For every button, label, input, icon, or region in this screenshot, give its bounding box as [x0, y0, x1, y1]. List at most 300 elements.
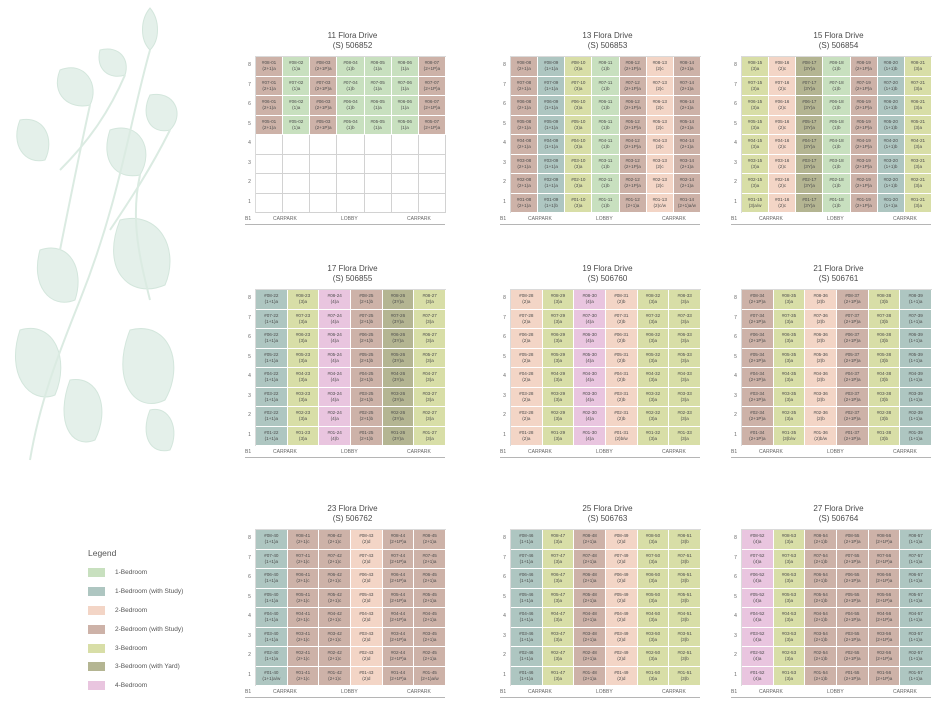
unit-cell[interactable]	[351, 388, 383, 408]
unit-cell[interactable]	[288, 628, 320, 648]
unit-cell[interactable]	[905, 155, 932, 175]
unit-cell[interactable]	[256, 647, 288, 667]
unit-cell[interactable]	[647, 116, 674, 136]
unit-cell[interactable]	[383, 310, 415, 330]
unit-cell[interactable]	[869, 628, 901, 648]
unit-cell[interactable]	[774, 550, 806, 570]
unit-cell[interactable]	[796, 135, 823, 155]
unit-cell[interactable]	[837, 569, 869, 589]
unit-cell[interactable]	[769, 57, 796, 77]
unit-cell[interactable]	[283, 96, 310, 116]
unit-cell[interactable]	[837, 290, 869, 310]
unit-cell[interactable]	[869, 329, 901, 349]
unit-cell[interactable]	[383, 388, 415, 408]
unit-cell[interactable]	[851, 96, 878, 116]
unit-cell[interactable]	[851, 155, 878, 175]
unit-cell[interactable]	[288, 329, 320, 349]
unit-cell[interactable]	[774, 427, 806, 447]
unit-cell[interactable]	[283, 116, 310, 136]
unit-cell[interactable]	[288, 647, 320, 667]
unit-cell[interactable]	[365, 96, 392, 116]
unit-cell[interactable]	[538, 77, 565, 97]
unit-cell[interactable]	[742, 310, 774, 330]
unit-cell[interactable]	[392, 116, 419, 136]
unit-cell[interactable]	[288, 427, 320, 447]
unit-cell[interactable]	[351, 407, 383, 427]
unit-cell[interactable]	[256, 667, 288, 687]
unit-cell[interactable]	[878, 135, 905, 155]
unit-cell[interactable]	[383, 290, 415, 310]
unit-cell[interactable]	[674, 77, 701, 97]
unit-cell[interactable]	[383, 589, 415, 609]
unit-cell[interactable]	[769, 77, 796, 97]
unit-cell[interactable]	[805, 647, 837, 667]
unit-cell[interactable]	[383, 628, 415, 648]
unit-cell[interactable]	[900, 368, 932, 388]
unit-cell[interactable]	[565, 57, 592, 77]
unit-cell[interactable]	[351, 427, 383, 447]
unit-cell[interactable]	[351, 667, 383, 687]
unit-cell[interactable]	[796, 77, 823, 97]
unit-cell[interactable]	[837, 647, 869, 667]
unit-cell[interactable]	[900, 310, 932, 330]
unit-cell[interactable]	[620, 155, 647, 175]
unit-cell[interactable]	[769, 96, 796, 116]
unit-cell[interactable]	[742, 667, 774, 687]
unit-cell[interactable]	[351, 290, 383, 310]
unit-cell[interactable]	[869, 368, 901, 388]
unit-cell[interactable]	[669, 667, 701, 687]
unit-cell[interactable]	[742, 368, 774, 388]
unit-cell[interactable]	[837, 667, 869, 687]
unit-cell[interactable]	[606, 407, 638, 427]
unit-cell[interactable]	[511, 368, 543, 388]
unit-cell[interactable]	[796, 116, 823, 136]
unit-cell[interactable]	[351, 550, 383, 570]
unit-cell[interactable]	[383, 569, 415, 589]
unit-cell[interactable]	[283, 77, 310, 97]
unit-cell[interactable]	[742, 194, 769, 214]
unit-cell[interactable]	[774, 290, 806, 310]
unit-cell[interactable]	[511, 155, 538, 175]
unit-cell[interactable]	[337, 116, 364, 136]
unit-cell[interactable]	[900, 407, 932, 427]
unit-cell[interactable]	[769, 155, 796, 175]
unit-cell[interactable]	[383, 407, 415, 427]
unit-cell[interactable]	[414, 349, 446, 369]
unit-cell[interactable]	[383, 368, 415, 388]
unit-cell[interactable]	[638, 569, 670, 589]
unit-cell[interactable]	[383, 647, 415, 667]
unit-cell[interactable]	[796, 194, 823, 214]
unit-cell[interactable]	[511, 310, 543, 330]
unit-cell[interactable]	[900, 349, 932, 369]
unit-cell[interactable]	[511, 290, 543, 310]
unit-cell[interactable]	[669, 628, 701, 648]
unit-cell[interactable]	[414, 667, 446, 687]
unit-cell[interactable]	[414, 569, 446, 589]
unit-cell[interactable]	[511, 608, 543, 628]
unit-cell[interactable]	[538, 96, 565, 116]
unit-cell[interactable]	[351, 569, 383, 589]
unit-cell[interactable]	[823, 77, 850, 97]
unit-cell[interactable]	[606, 349, 638, 369]
unit-cell[interactable]	[837, 589, 869, 609]
unit-cell[interactable]	[337, 57, 364, 77]
unit-cell[interactable]	[669, 349, 701, 369]
unit-cell[interactable]	[319, 388, 351, 408]
unit-cell[interactable]	[288, 368, 320, 388]
unit-cell[interactable]	[543, 368, 575, 388]
unit-cell[interactable]	[742, 407, 774, 427]
unit-cell[interactable]	[669, 388, 701, 408]
unit-cell[interactable]	[511, 647, 543, 667]
unit-cell[interactable]	[869, 310, 901, 330]
unit-cell[interactable]	[796, 155, 823, 175]
unit-cell[interactable]	[543, 608, 575, 628]
unit-cell[interactable]	[900, 530, 932, 550]
unit-cell[interactable]	[638, 550, 670, 570]
unit-cell[interactable]	[774, 530, 806, 550]
unit-cell[interactable]	[805, 349, 837, 369]
unit-cell[interactable]	[900, 388, 932, 408]
unit-cell[interactable]	[742, 530, 774, 550]
unit-cell[interactable]	[351, 628, 383, 648]
unit-cell[interactable]	[256, 329, 288, 349]
unit-cell[interactable]	[543, 667, 575, 687]
unit-cell[interactable]	[511, 96, 538, 116]
unit-cell[interactable]	[638, 290, 670, 310]
unit-cell[interactable]	[511, 550, 543, 570]
unit-cell[interactable]	[638, 427, 670, 447]
unit-cell[interactable]	[869, 530, 901, 550]
unit-cell[interactable]	[851, 135, 878, 155]
unit-cell[interactable]	[674, 194, 701, 214]
unit-cell[interactable]	[574, 589, 606, 609]
unit-cell[interactable]	[592, 155, 619, 175]
unit-cell[interactable]	[742, 96, 769, 116]
unit-cell[interactable]	[606, 310, 638, 330]
unit-cell[interactable]	[742, 57, 769, 77]
unit-cell[interactable]	[669, 290, 701, 310]
unit-cell[interactable]	[774, 329, 806, 349]
unit-cell[interactable]	[414, 388, 446, 408]
unit-cell[interactable]	[805, 530, 837, 550]
unit-cell[interactable]	[511, 77, 538, 97]
unit-cell[interactable]	[742, 628, 774, 648]
unit-cell[interactable]	[511, 388, 543, 408]
unit-cell[interactable]	[543, 310, 575, 330]
unit-cell[interactable]	[669, 569, 701, 589]
unit-cell[interactable]	[774, 349, 806, 369]
unit-cell[interactable]	[592, 96, 619, 116]
unit-cell[interactable]	[414, 368, 446, 388]
unit-cell[interactable]	[742, 427, 774, 447]
unit-cell[interactable]	[837, 368, 869, 388]
unit-cell[interactable]	[543, 628, 575, 648]
unit-cell[interactable]	[310, 116, 337, 136]
unit-cell[interactable]	[638, 608, 670, 628]
unit-cell[interactable]	[823, 116, 850, 136]
unit-cell[interactable]	[869, 550, 901, 570]
unit-cell[interactable]	[900, 329, 932, 349]
unit-cell[interactable]	[647, 135, 674, 155]
unit-cell[interactable]	[256, 57, 283, 77]
unit-cell[interactable]	[414, 427, 446, 447]
unit-cell[interactable]	[774, 589, 806, 609]
unit-cell[interactable]	[837, 349, 869, 369]
unit-cell[interactable]	[900, 550, 932, 570]
unit-cell[interactable]	[669, 550, 701, 570]
unit-cell[interactable]	[638, 310, 670, 330]
unit-cell[interactable]	[620, 194, 647, 214]
unit-cell[interactable]	[592, 116, 619, 136]
unit-cell[interactable]	[905, 174, 932, 194]
unit-cell[interactable]	[851, 116, 878, 136]
unit-cell[interactable]	[669, 407, 701, 427]
unit-cell[interactable]	[383, 427, 415, 447]
unit-cell[interactable]	[383, 667, 415, 687]
unit-cell[interactable]	[574, 407, 606, 427]
unit-cell[interactable]	[606, 290, 638, 310]
unit-cell[interactable]	[805, 427, 837, 447]
unit-cell[interactable]	[543, 589, 575, 609]
unit-cell[interactable]	[419, 77, 446, 97]
unit-cell[interactable]	[805, 388, 837, 408]
unit-cell[interactable]	[592, 57, 619, 77]
unit-cell[interactable]	[414, 550, 446, 570]
unit-cell[interactable]	[256, 96, 283, 116]
unit-cell[interactable]	[837, 427, 869, 447]
unit-cell[interactable]	[319, 427, 351, 447]
unit-cell[interactable]	[742, 116, 769, 136]
unit-cell[interactable]	[774, 368, 806, 388]
unit-cell[interactable]	[574, 310, 606, 330]
unit-cell[interactable]	[851, 174, 878, 194]
unit-cell[interactable]	[669, 647, 701, 667]
unit-cell[interactable]	[310, 57, 337, 77]
unit-cell[interactable]	[638, 589, 670, 609]
unit-cell[interactable]	[805, 290, 837, 310]
unit-cell[interactable]	[742, 329, 774, 349]
unit-cell[interactable]	[647, 57, 674, 77]
unit-cell[interactable]	[638, 349, 670, 369]
unit-cell[interactable]	[565, 77, 592, 97]
unit-cell[interactable]	[878, 57, 905, 77]
unit-cell[interactable]	[419, 116, 446, 136]
unit-cell[interactable]	[796, 174, 823, 194]
unit-cell[interactable]	[351, 368, 383, 388]
unit-cell[interactable]	[256, 569, 288, 589]
unit-cell[interactable]	[851, 77, 878, 97]
unit-cell[interactable]	[256, 368, 288, 388]
unit-cell[interactable]	[574, 608, 606, 628]
unit-cell[interactable]	[638, 368, 670, 388]
unit-cell[interactable]	[256, 530, 288, 550]
unit-cell[interactable]	[774, 667, 806, 687]
unit-cell[interactable]	[574, 569, 606, 589]
unit-cell[interactable]	[769, 174, 796, 194]
unit-cell[interactable]	[319, 647, 351, 667]
unit-cell[interactable]	[288, 349, 320, 369]
unit-cell[interactable]	[606, 329, 638, 349]
unit-cell[interactable]	[620, 77, 647, 97]
unit-cell[interactable]	[383, 530, 415, 550]
unit-cell[interactable]	[288, 310, 320, 330]
unit-cell[interactable]	[837, 530, 869, 550]
unit-cell[interactable]	[606, 388, 638, 408]
unit-cell[interactable]	[351, 349, 383, 369]
unit-cell[interactable]	[900, 628, 932, 648]
unit-cell[interactable]	[351, 608, 383, 628]
unit-cell[interactable]	[414, 407, 446, 427]
unit-cell[interactable]	[288, 569, 320, 589]
unit-cell[interactable]	[647, 194, 674, 214]
unit-cell[interactable]	[511, 57, 538, 77]
unit-cell[interactable]	[351, 530, 383, 550]
unit-cell[interactable]	[900, 290, 932, 310]
unit-cell[interactable]	[900, 647, 932, 667]
unit-cell[interactable]	[837, 310, 869, 330]
unit-cell[interactable]	[742, 77, 769, 97]
unit-cell[interactable]	[414, 647, 446, 667]
unit-cell[interactable]	[538, 135, 565, 155]
unit-cell[interactable]	[837, 550, 869, 570]
unit-cell[interactable]	[878, 116, 905, 136]
unit-cell[interactable]	[574, 427, 606, 447]
unit-cell[interactable]	[574, 647, 606, 667]
unit-cell[interactable]	[543, 550, 575, 570]
unit-cell[interactable]	[365, 116, 392, 136]
unit-cell[interactable]	[742, 349, 774, 369]
unit-cell[interactable]	[538, 194, 565, 214]
unit-cell[interactable]	[837, 388, 869, 408]
unit-cell[interactable]	[837, 628, 869, 648]
unit-cell[interactable]	[742, 569, 774, 589]
unit-cell[interactable]	[256, 427, 288, 447]
unit-cell[interactable]	[592, 135, 619, 155]
unit-cell[interactable]	[319, 329, 351, 349]
unit-cell[interactable]	[288, 667, 320, 687]
unit-cell[interactable]	[288, 589, 320, 609]
unit-cell[interactable]	[878, 96, 905, 116]
unit-cell[interactable]	[900, 589, 932, 609]
unit-cell[interactable]	[674, 155, 701, 175]
unit-cell[interactable]	[414, 329, 446, 349]
unit-cell[interactable]	[256, 608, 288, 628]
unit-cell[interactable]	[606, 550, 638, 570]
unit-cell[interactable]	[511, 427, 543, 447]
unit-cell[interactable]	[674, 116, 701, 136]
unit-cell[interactable]	[543, 407, 575, 427]
unit-cell[interactable]	[574, 628, 606, 648]
unit-cell[interactable]	[774, 310, 806, 330]
unit-cell[interactable]	[256, 407, 288, 427]
unit-cell[interactable]	[647, 96, 674, 116]
unit-cell[interactable]	[256, 628, 288, 648]
unit-cell[interactable]	[869, 407, 901, 427]
unit-cell[interactable]	[823, 155, 850, 175]
unit-cell[interactable]	[900, 427, 932, 447]
unit-cell[interactable]	[606, 589, 638, 609]
unit-cell[interactable]	[647, 77, 674, 97]
unit-cell[interactable]	[288, 608, 320, 628]
unit-cell[interactable]	[837, 608, 869, 628]
unit-cell[interactable]	[574, 388, 606, 408]
unit-cell[interactable]	[592, 77, 619, 97]
unit-cell[interactable]	[543, 329, 575, 349]
unit-cell[interactable]	[674, 174, 701, 194]
unit-cell[interactable]	[310, 96, 337, 116]
unit-cell[interactable]	[805, 628, 837, 648]
unit-cell[interactable]	[638, 667, 670, 687]
unit-cell[interactable]	[288, 407, 320, 427]
unit-cell[interactable]	[538, 155, 565, 175]
unit-cell[interactable]	[742, 550, 774, 570]
unit-cell[interactable]	[256, 550, 288, 570]
unit-cell[interactable]	[823, 174, 850, 194]
unit-cell[interactable]	[319, 608, 351, 628]
unit-cell[interactable]	[511, 329, 543, 349]
unit-cell[interactable]	[574, 349, 606, 369]
unit-cell[interactable]	[511, 628, 543, 648]
unit-cell[interactable]	[774, 407, 806, 427]
unit-cell[interactable]	[565, 194, 592, 214]
unit-cell[interactable]	[674, 57, 701, 77]
unit-cell[interactable]	[319, 368, 351, 388]
unit-cell[interactable]	[742, 388, 774, 408]
unit-cell[interactable]	[606, 647, 638, 667]
unit-cell[interactable]	[805, 407, 837, 427]
unit-cell[interactable]	[319, 667, 351, 687]
unit-cell[interactable]	[823, 96, 850, 116]
unit-cell[interactable]	[383, 349, 415, 369]
unit-cell[interactable]	[592, 194, 619, 214]
unit-cell[interactable]	[869, 290, 901, 310]
unit-cell[interactable]	[869, 608, 901, 628]
unit-cell[interactable]	[669, 310, 701, 330]
unit-cell[interactable]	[869, 667, 901, 687]
unit-cell[interactable]	[414, 628, 446, 648]
unit-cell[interactable]	[905, 135, 932, 155]
unit-cell[interactable]	[796, 57, 823, 77]
unit-cell[interactable]	[851, 194, 878, 214]
unit-cell[interactable]	[774, 388, 806, 408]
unit-cell[interactable]	[869, 569, 901, 589]
unit-cell[interactable]	[414, 310, 446, 330]
unit-cell[interactable]	[414, 530, 446, 550]
unit-cell[interactable]	[256, 290, 288, 310]
unit-cell[interactable]	[365, 77, 392, 97]
unit-cell[interactable]	[669, 329, 701, 349]
unit-cell[interactable]	[805, 550, 837, 570]
unit-cell[interactable]	[769, 116, 796, 136]
unit-cell[interactable]	[774, 628, 806, 648]
unit-cell[interactable]	[565, 96, 592, 116]
unit-cell[interactable]	[620, 96, 647, 116]
unit-cell[interactable]	[574, 368, 606, 388]
unit-cell[interactable]	[351, 329, 383, 349]
unit-cell[interactable]	[383, 329, 415, 349]
unit-cell[interactable]	[900, 569, 932, 589]
unit-cell[interactable]	[869, 647, 901, 667]
unit-cell[interactable]	[742, 135, 769, 155]
unit-cell[interactable]	[319, 407, 351, 427]
unit-cell[interactable]	[511, 589, 543, 609]
unit-cell[interactable]	[900, 667, 932, 687]
unit-cell[interactable]	[620, 135, 647, 155]
unit-cell[interactable]	[414, 608, 446, 628]
